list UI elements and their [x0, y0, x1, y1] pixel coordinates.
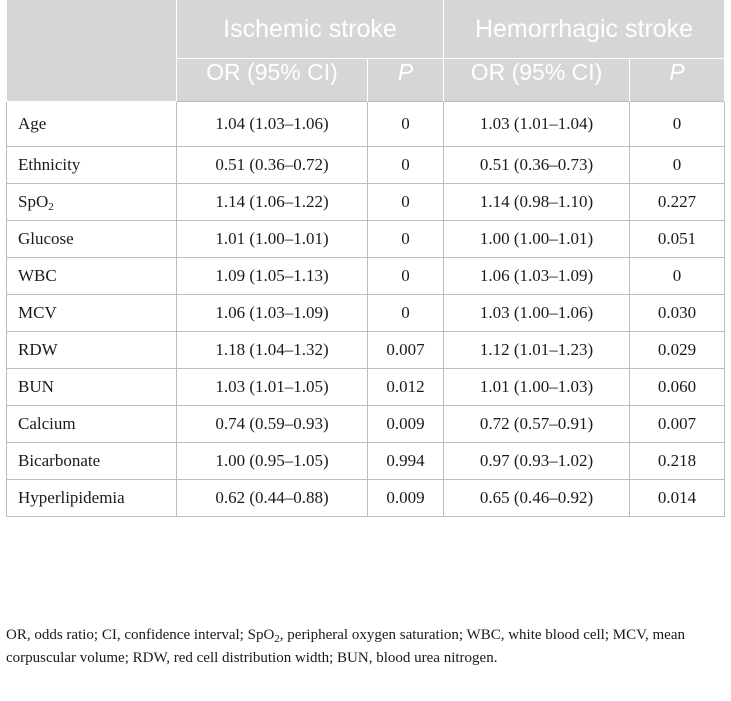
table-row	[7, 332, 725, 369]
ischemic-p-cell: 0.007	[368, 332, 444, 369]
ischemic-or-cell: 1.01 (1.00–1.01)	[177, 221, 368, 258]
table-footnote	[6, 624, 722, 670]
table-row	[7, 369, 725, 406]
ischemic-p-cell: 0	[368, 295, 444, 332]
hemorrhagic-p-cell: 0.227	[630, 184, 725, 221]
hemorrhagic-or-cell: 0.65 (0.46–0.92)	[444, 480, 630, 517]
ischemic-p-cell: 0.012	[368, 369, 444, 406]
ischemic-or-cell: 1.00 (0.95–1.05)	[177, 443, 368, 480]
table-row	[7, 102, 725, 147]
hemorrhagic-or-cell: 1.14 (0.98–1.10)	[444, 184, 630, 221]
hemorrhagic-p-cell: 0.051	[630, 221, 725, 258]
hemorrhagic-p-cell: 0	[630, 102, 725, 147]
hemorrhagic-or-cell: 0.51 (0.36–0.73)	[444, 147, 630, 184]
ischemic-or-cell: 1.03 (1.01–1.05)	[177, 369, 368, 406]
footnote-text-part1: OR, odds ratio; CI, confidence interval; SpO	[6, 627, 275, 643]
variable-cell: Glucose	[7, 221, 177, 258]
table-header	[7, 0, 725, 102]
hemorrhagic-p-cell: 0.029	[630, 332, 725, 369]
hemorrhagic-p-cell: 0	[630, 258, 725, 295]
variable-cell: WBC	[7, 258, 177, 295]
ischemic-p-cell: 0	[368, 258, 444, 295]
variable-subscript: 2	[48, 201, 54, 213]
variable-cell: Ethnicity	[7, 147, 177, 184]
table-body	[7, 102, 725, 517]
variable-cell: Age	[7, 102, 177, 147]
variable-label: SpO	[18, 192, 49, 211]
ischemic-p-cell: 0	[368, 184, 444, 221]
table-row	[7, 406, 725, 443]
hemorrhagic-p-cell: 0.007	[630, 406, 725, 443]
hemorrhagic-or-header: OR (95% CI)	[444, 59, 630, 102]
table-row	[7, 443, 725, 480]
variable-cell: BUN	[7, 369, 177, 406]
ischemic-or-cell: 1.09 (1.05–1.13)	[177, 258, 368, 295]
ischemic-p-cell: 0.009	[368, 480, 444, 517]
variable-cell: Bicarbonate	[7, 443, 177, 480]
variable-cell: Hyperlipidemia	[7, 480, 177, 517]
hemorrhagic-or-cell: 1.06 (1.03–1.09)	[444, 258, 630, 295]
ischemic-or-header: OR (95% CI)	[177, 59, 368, 102]
table-row	[7, 184, 725, 221]
ischemic-stroke-header: Ischemic stroke	[177, 0, 444, 59]
table-row	[7, 295, 725, 332]
header-group-row	[7, 0, 725, 59]
odds-ratio-table	[6, 0, 725, 517]
ischemic-or-cell: 0.62 (0.44–0.88)	[177, 480, 368, 517]
ischemic-or-cell: 0.74 (0.59–0.93)	[177, 406, 368, 443]
ischemic-or-cell: 1.04 (1.03–1.06)	[177, 102, 368, 147]
hemorrhagic-p-cell: 0.014	[630, 480, 725, 517]
table-row	[7, 221, 725, 258]
hemorrhagic-or-cell: 1.03 (1.00–1.06)	[444, 295, 630, 332]
ischemic-p-cell: 0.994	[368, 443, 444, 480]
hemorrhagic-or-cell: 1.12 (1.01–1.23)	[444, 332, 630, 369]
hemorrhagic-or-cell: 1.00 (1.00–1.01)	[444, 221, 630, 258]
hemorrhagic-or-cell: 0.72 (0.57–0.91)	[444, 406, 630, 443]
ischemic-p-cell: 0	[368, 102, 444, 147]
hemorrhagic-or-cell: 1.03 (1.01–1.04)	[444, 102, 630, 147]
ischemic-p-header: P	[368, 59, 444, 102]
hemorrhagic-or-cell: 1.01 (1.00–1.03)	[444, 369, 630, 406]
variable-cell: RDW	[7, 332, 177, 369]
ischemic-or-cell: 1.14 (1.06–1.22)	[177, 184, 368, 221]
hemorrhagic-stroke-header: Hemorrhagic stroke	[444, 0, 725, 59]
ischemic-p-cell: 0	[368, 221, 444, 258]
ischemic-or-cell: 0.51 (0.36–0.72)	[177, 147, 368, 184]
variable-column-header	[7, 0, 177, 102]
ischemic-or-cell: 1.18 (1.04–1.32)	[177, 332, 368, 369]
hemorrhagic-p-header: P	[630, 59, 725, 102]
variable-cell: MCV	[7, 295, 177, 332]
hemorrhagic-p-cell: 0	[630, 147, 725, 184]
hemorrhagic-p-cell: 0.218	[630, 443, 725, 480]
footnote-text-part2: , peripheral oxygen saturation; WBC, white blood cell; MCV, mean corpuscular volume; RDW, red cell distribution width; BUN, blood urea nitrogen.	[6, 627, 685, 666]
table-row	[7, 147, 725, 184]
odds-ratio-table-container	[6, 0, 724, 517]
ischemic-p-cell: 0.009	[368, 406, 444, 443]
footnote-subscript: 2	[274, 633, 280, 645]
ischemic-or-cell: 1.06 (1.03–1.09)	[177, 295, 368, 332]
table-row	[7, 258, 725, 295]
variable-cell	[7, 184, 177, 221]
table-row	[7, 480, 725, 517]
variable-cell: Calcium	[7, 406, 177, 443]
hemorrhagic-p-cell: 0.030	[630, 295, 725, 332]
hemorrhagic-or-cell: 0.97 (0.93–1.02)	[444, 443, 630, 480]
hemorrhagic-p-cell: 0.060	[630, 369, 725, 406]
ischemic-p-cell: 0	[368, 147, 444, 184]
